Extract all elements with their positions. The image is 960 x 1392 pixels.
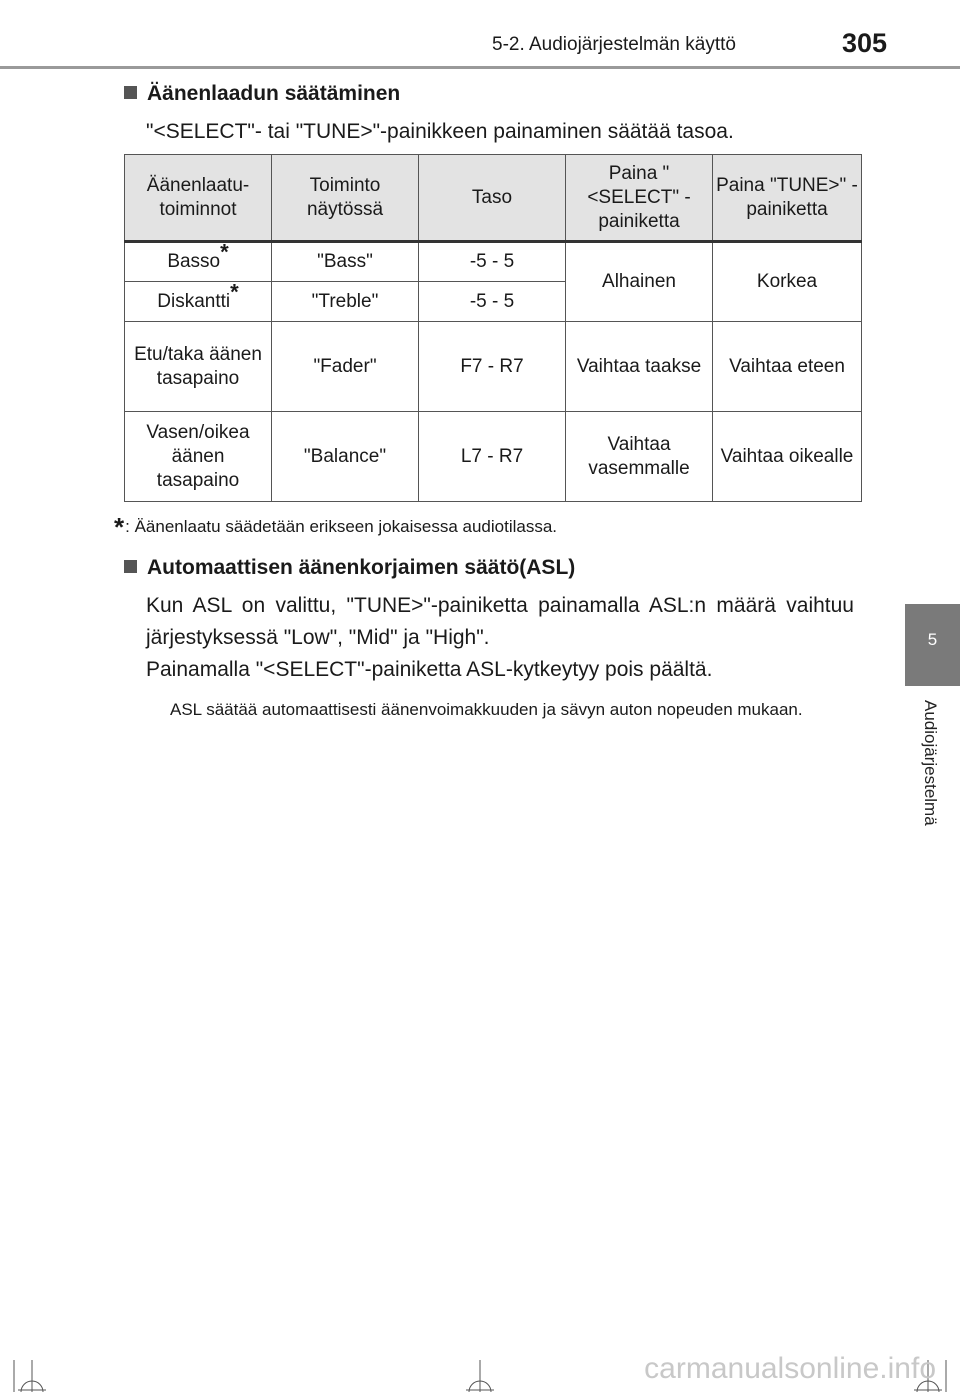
header-title: 5-2. Audiojärjestelmän käyttö [492, 34, 736, 55]
heading-text: Äänenlaadun säätäminen [147, 82, 401, 105]
cell-text: Basso [167, 251, 221, 272]
asl-paragraph-2: Painamalla "<SELECT"-painiketta ASL-kytkeytyy pois päältä. [146, 658, 713, 681]
footnote-marker: * [220, 239, 229, 265]
sound-settings-table [124, 154, 862, 502]
footnote-star: * [114, 512, 125, 542]
section-heading-sound-quality [124, 82, 400, 106]
table-cell: Vaihtaa vasemmalle [566, 412, 713, 502]
table-cell [125, 239, 272, 282]
header-rule [0, 66, 960, 69]
table-row [125, 242, 862, 282]
heading-text: Automaattisen äänenkorjaimen säätö(ASL) [147, 556, 576, 579]
footnote-marker: * [230, 279, 239, 305]
intro-paragraph: "<SELECT"- tai "TUNE>"-painikkeen painaminen säätää tasoa. [146, 120, 734, 143]
table-cell: L7 - R7 [419, 412, 566, 502]
cell-text: Diskantti [157, 290, 231, 312]
table-cell: "Treble" [272, 282, 419, 322]
table-cell: Vaihtaa eteen [713, 322, 862, 412]
table-cell: "Balance" [272, 412, 419, 502]
column-header: Äänenlaatu-toiminnot [125, 155, 272, 242]
table-cell: "Bass" [272, 242, 419, 282]
table-cell [125, 279, 272, 322]
square-bullet-icon [124, 86, 137, 99]
crop-mark-left [0, 1360, 60, 1392]
asl-note: ASL säätää automaattisesti äänenvoimakkuuden ja sävyn auton nopeuden mukaan. [170, 700, 803, 719]
table-cell-merged: Alhainen [566, 242, 713, 322]
chapter-label: Audiojärjestelmä [921, 700, 940, 826]
column-header: Paina "TUNE>" -painiketta [713, 155, 862, 242]
chapter-number: 5 [927, 630, 938, 649]
watermark: carmanualsonline.info [644, 1352, 936, 1385]
page-number: 305 [842, 28, 888, 58]
table-row [125, 412, 862, 502]
table-cell: Vaihtaa taakse [566, 322, 713, 412]
table-cell: "Fader" [272, 322, 419, 412]
table-row [125, 322, 862, 412]
table-cell: Etu/taka äänen tasapaino [125, 322, 272, 412]
chapter-tab [905, 604, 960, 686]
footnote-text: : Äänenlaatu säädetään erikseen jokaisessa audiotilassa. [125, 517, 558, 536]
asl-paragraph-1: Kun ASL on valittu, "TUNE>"-painiketta painamalla ASL:n määrä vaihtuu järjestyksessä "Low", "Mid" ja "High". [146, 594, 854, 649]
table-cell-merged: Korkea [713, 242, 862, 322]
table-footnote [114, 512, 557, 543]
column-header: Paina "<SELECT" -painiketta [566, 155, 713, 242]
table-cell: Vaihtaa oikealle [713, 412, 862, 502]
table-header-row [125, 155, 862, 242]
table-cell: -5 - 5 [419, 282, 566, 322]
table-cell: Vasen/oikea äänen tasapaino [125, 412, 272, 502]
column-header: Taso [419, 155, 566, 242]
section-heading-asl [124, 556, 575, 580]
crop-mark-center [450, 1360, 510, 1392]
square-bullet-icon [124, 560, 137, 573]
table-cell: F7 - R7 [419, 322, 566, 412]
column-header: Toiminto näytössä [272, 155, 419, 242]
table-cell: -5 - 5 [419, 242, 566, 282]
